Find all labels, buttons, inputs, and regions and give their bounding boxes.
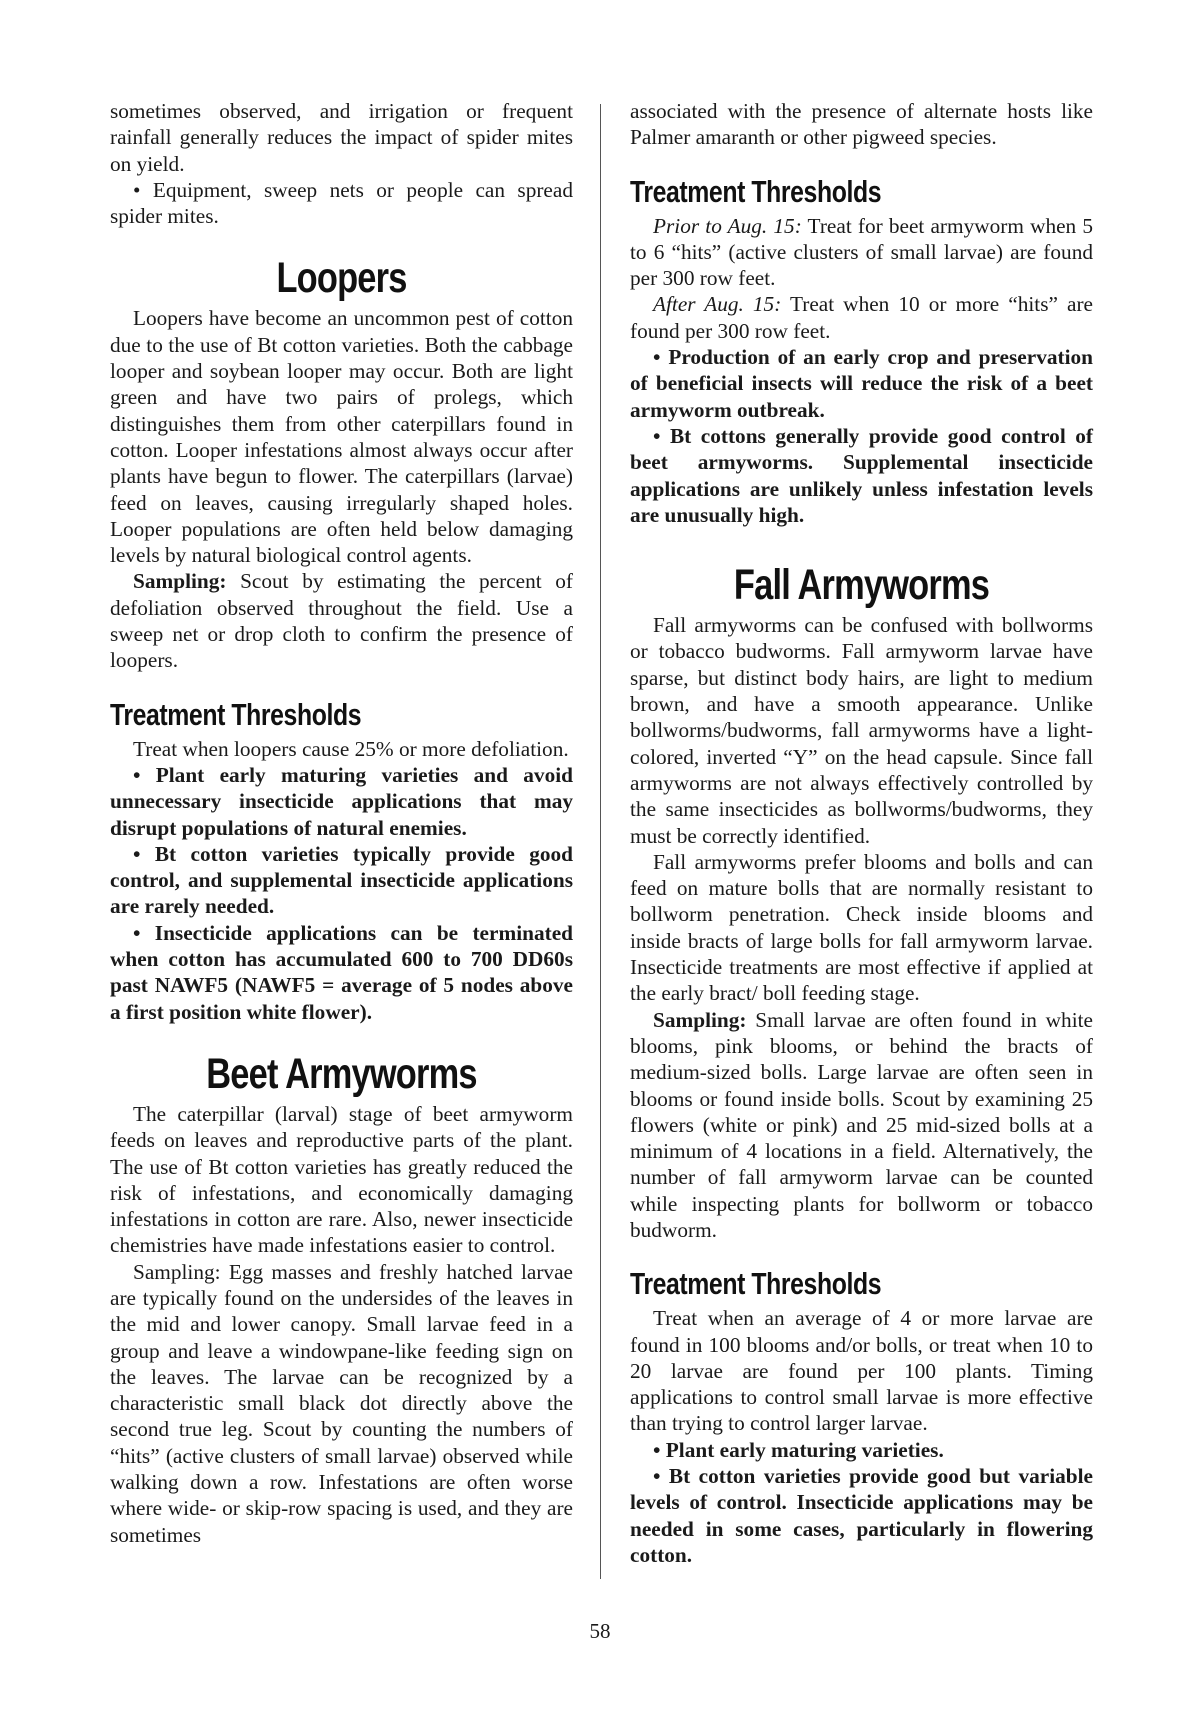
left-column bbox=[110, 98, 573, 1548]
loopers-bullet-3: • Insecticide applications can be terminated when cotton has accumulated 600 to 700 DD60s past NAWF5 (NAWF5 = average of 5 nodes above a first position white flower). bbox=[110, 920, 573, 1024]
loopers-sampling bbox=[110, 568, 573, 673]
fall-armyworms-sampling bbox=[630, 1007, 1093, 1244]
spider-mites-bullet: • Equipment, sweep nets or people can spread spider mites. bbox=[110, 177, 573, 229]
loopers-intro: Loopers have become an uncommon pest of cotton due to the use of Bt cotton varieties. Both the cabbage looper and soybean looper may occur. Both are light green and have two pairs of prolegs, which distinguishes them from other caterpillars found in cotton. Looper infestations almost always occur after plants have begun to flower. The caterpillars (larvae) feed on leaves, causing irregularly shaped holes. Looper populations are often held below damaging levels by natural biological control agents. bbox=[110, 306, 573, 568]
fall-threshold-text: Treat when an average of 4 or more larvae are found in 100 blooms and/or bolls, or treat when 10 to 20 larvae are found per 100 plants. Timing applications to control small larvae is more effective than trying to control larger larvae. bbox=[630, 1306, 1093, 1436]
sampling-text: Scout by estimating the percent of defoliation observed throughout the field. Use a sweep net or drop cloth to confirm the presence of loopers. bbox=[110, 569, 573, 673]
loopers-heading: Loopers bbox=[276, 254, 407, 303]
column-divider bbox=[600, 104, 601, 1579]
spider-mites-continued: sometimes observed, and irrigation or frequent rainfall generally reduces the impact of spider mites on yield. bbox=[110, 99, 573, 176]
beet-bullet-1: • Production of an early crop and preservation of beneficial insects will reduce the risk of a beet armyworm outbreak. bbox=[630, 345, 1093, 422]
fall-bullet-2: • Bt cotton varieties provide good but variable levels of control. Insecticide applications may be needed in some cases, particularly in flowering cotton. bbox=[630, 1464, 1093, 1567]
loopers-threshold-text: Treat when loopers cause 25% or more defoliation. bbox=[133, 736, 569, 761]
beet-thresholds-heading: Treatment Thresholds bbox=[630, 173, 882, 209]
beet-bullet-2: • Bt cottons generally provide good control of beet armyworms. Supplemental insecticide applications are unlikely unless infestation levels are unusually high. bbox=[630, 423, 1093, 527]
after-text: Treat when 10 or more “hits” are found per 300 row feet. bbox=[630, 292, 1093, 343]
loopers-bullet-2: • Bt cotton varieties typically provide good control, and supplemental insecticide applications are rarely needed. bbox=[110, 841, 573, 919]
beet-threshold-after bbox=[630, 291, 1093, 344]
beet-armyworms-intro: The caterpillar (larval) stage of beet armyworm feeds on leaves and reproductive parts of the plant. The use of Bt cotton varieties has greatly reduced the risk of infestations, and economically damaging infestations in cotton are rare. Also, newer insecticide chemistries have made infestations easier to control. bbox=[110, 1101, 573, 1258]
prior-text: Treat for beet armyworm when 5 to 6 “hits” (active clusters of small larvae) are found per 300 row feet. bbox=[630, 213, 1093, 291]
beet-armyworms-heading: Beet Armyworms bbox=[206, 1049, 477, 1098]
loopers-bullet-1: • Plant early maturing varieties and avoid unnecessary insecticide applications that may disrupt populations of natural enemies. bbox=[110, 762, 573, 840]
page-number: 58 bbox=[589, 1619, 611, 1643]
fall-thresholds-heading: Treatment Thresholds bbox=[630, 1266, 882, 1302]
fall-armyworms-p1: Fall armyworms can be confused with bollworms or tobacco budworms. Fall armyworm larvae have sparse, but distinct body hairs, are light to medium brown, and have a smooth appearance. Unlike bollworms/budworms, fall armyworms have a light-colored, inverted “Y” on the head capsule. Since fall armyworms are not always effectively controlled by the same insecticides as bollworms/budworms, they must be correctly identified. bbox=[630, 613, 1093, 848]
sampling-label: Sampling: bbox=[133, 569, 227, 594]
fall-sampling-text: Small larvae are often found in white blooms, pink blooms, or behind the bracts of medium-sized bolls. Large larvae are often seen in blooms or found inside bolls. Scout by examining 25 flowers (white or pink) and 25 mid-sized bolls at a minimum of 4 locations in a field. Alternatively, the number of fall armyworm larvae can be counted while inspecting plants for bollworm or tobacco budworm. bbox=[630, 1007, 1093, 1242]
fall-sampling-label: Sampling: bbox=[653, 1007, 747, 1032]
after-label: After Aug. 15: bbox=[653, 292, 782, 317]
fall-armyworms-p2: Fall armyworms prefer blooms and bolls and can feed on mature bolls that are normally resistant to bollworm penetration. Check inside blooms and inside bracts of large bolls for fall armyworm larvae. Insecticide treatments are most effective if applied at the early bract/ boll feeding stage. bbox=[630, 849, 1093, 1006]
beet-armyworms-sampling: Sampling: Egg masses and freshly hatched larvae are typically found on the undersides of the leaves in the mid and lower canopy. Small larvae feed in a group and leave a windowpane-like feeding sign on the leaves. The larvae can be recognized by a characteristic small black dot directly above the second true leg. Scout by counting the numbers of “hits” (active clusters of small larvae) observed while walking down a row. Infestations are often worse where wide- or skip-row spacing is used, and they are sometimes bbox=[110, 1259, 573, 1547]
beet-armyworms-continued: associated with the presence of alternate hosts like Palmer amaranth or other pigweed species. bbox=[630, 99, 1093, 150]
loopers-thresholds-heading: Treatment Thresholds bbox=[110, 696, 362, 732]
beet-threshold-prior bbox=[630, 213, 1093, 292]
fall-armyworms-heading: Fall Armyworms bbox=[733, 561, 990, 610]
right-column bbox=[630, 98, 1093, 1568]
prior-label: Prior to Aug. 15: bbox=[653, 213, 802, 238]
fall-bullet-1: • Plant early maturing varieties. bbox=[653, 1437, 944, 1462]
